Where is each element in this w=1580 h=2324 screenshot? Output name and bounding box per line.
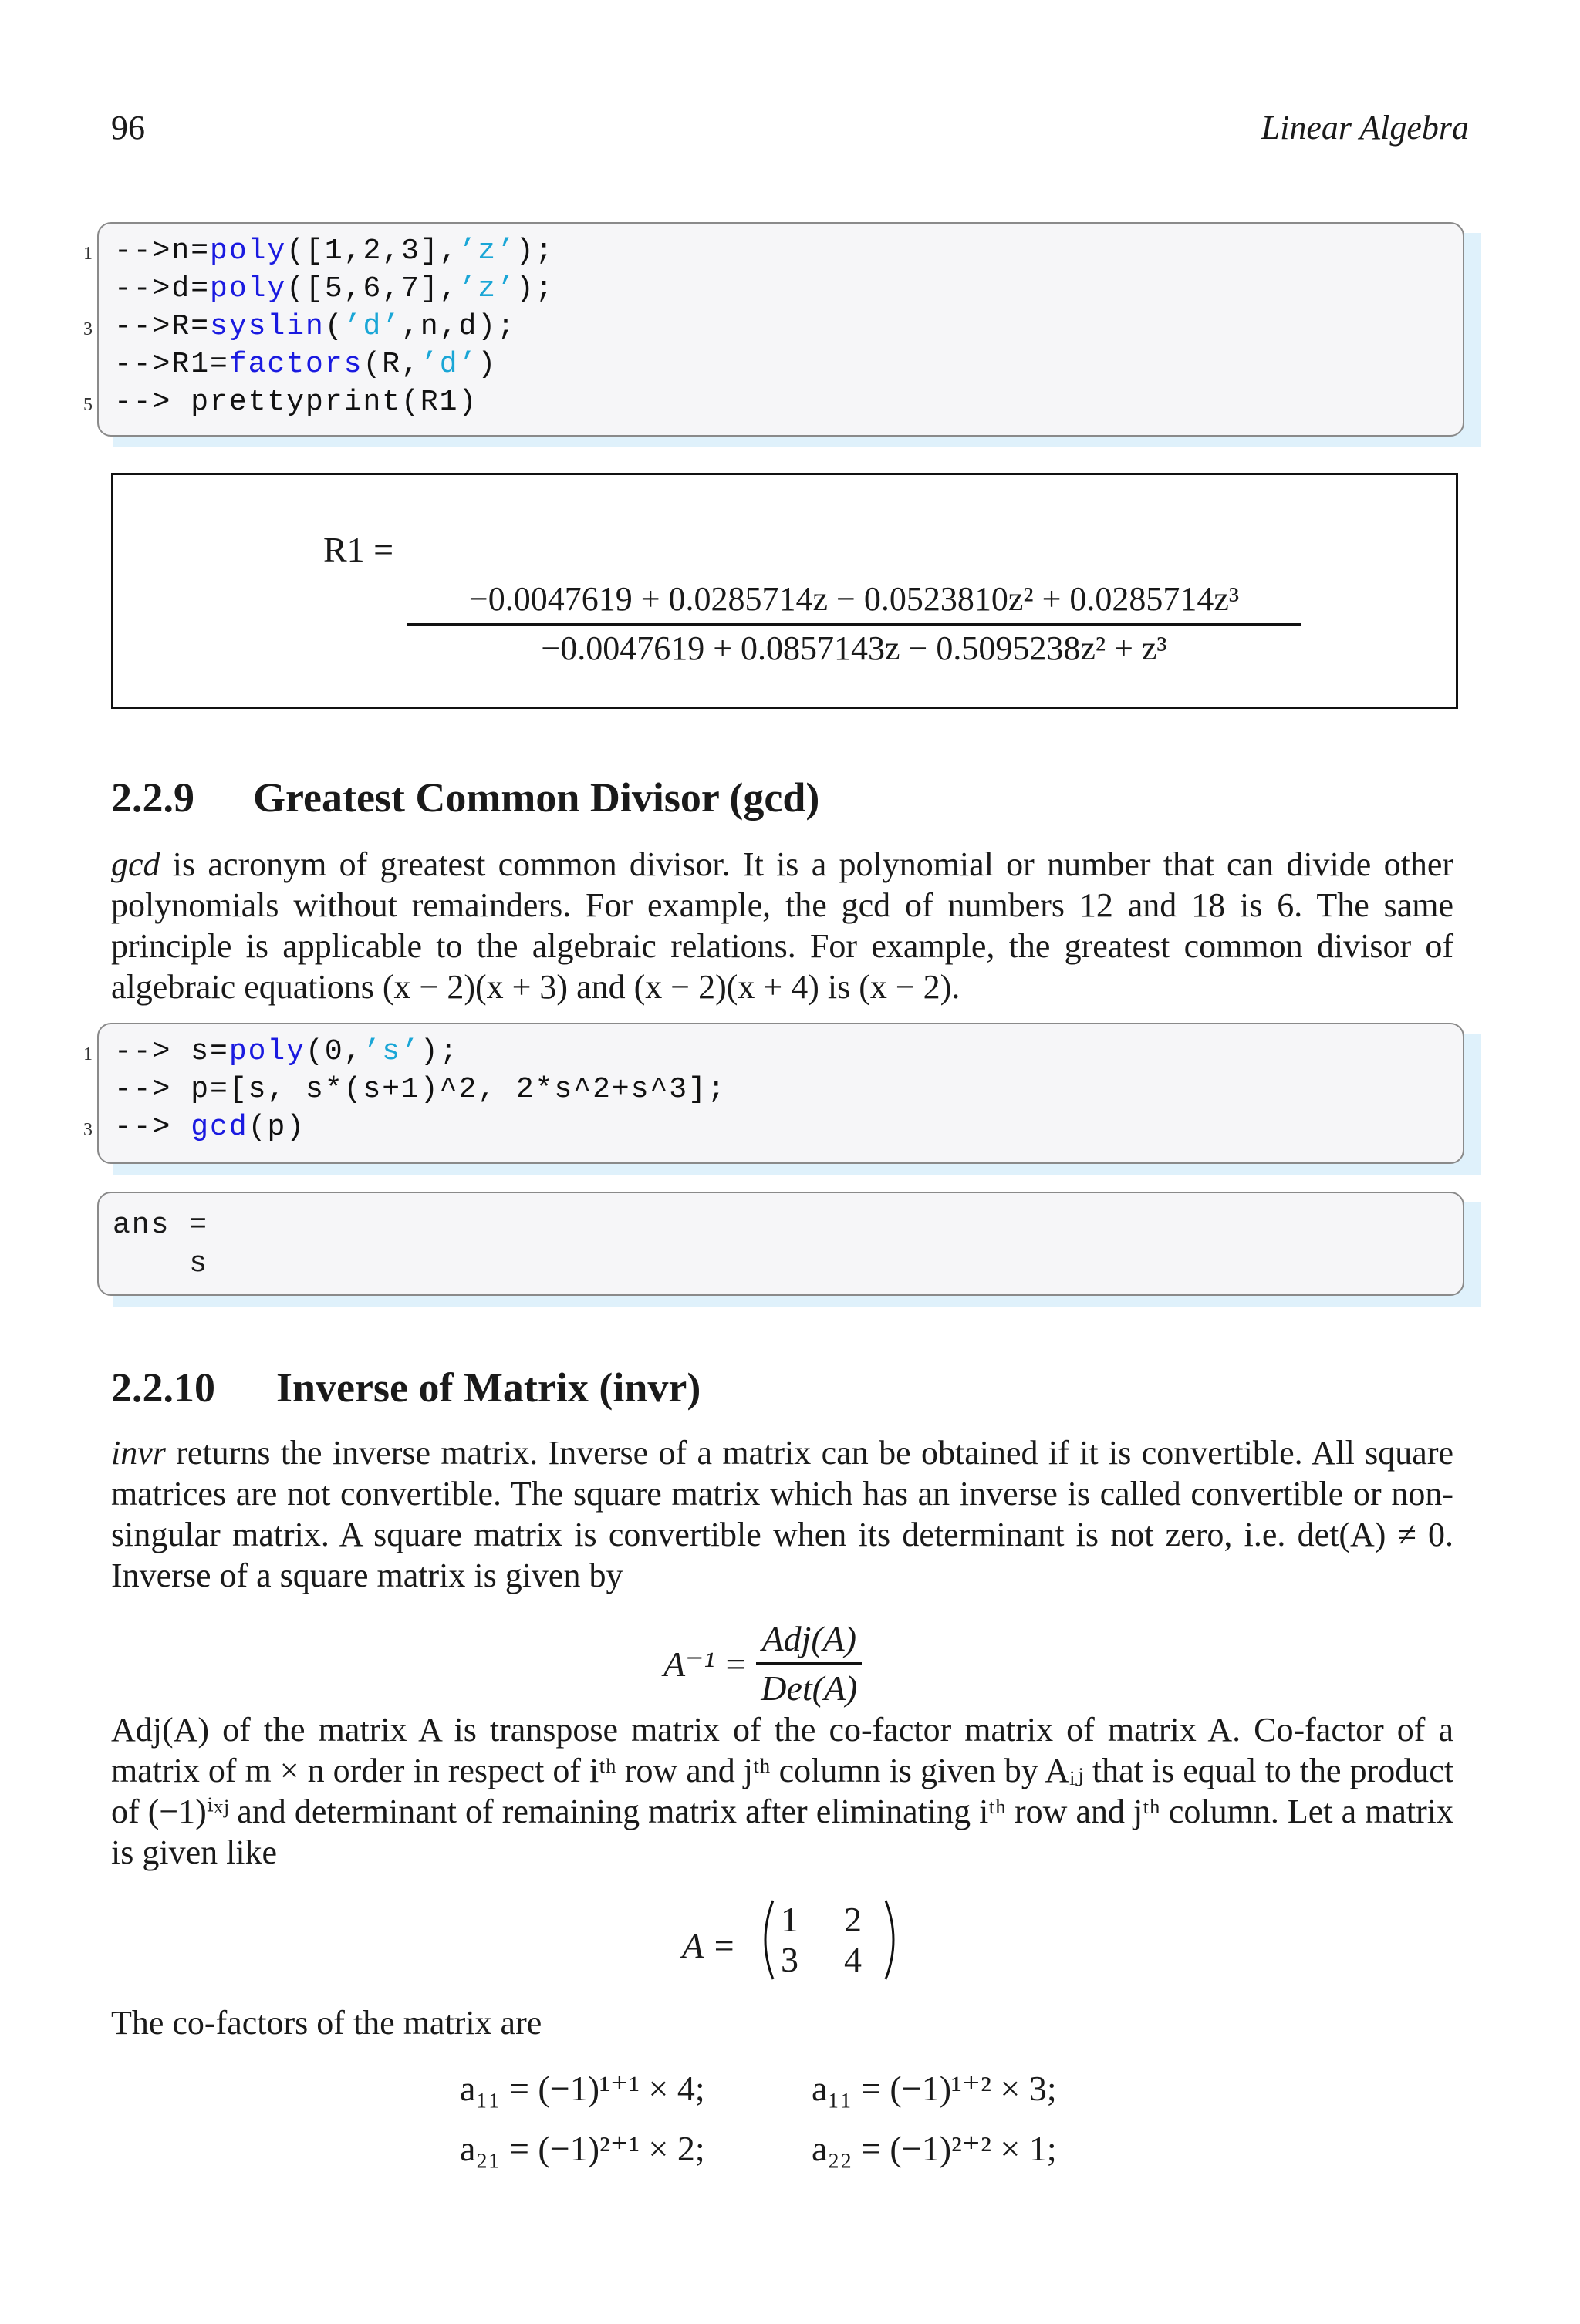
code-token: ) xyxy=(478,348,498,381)
code-token: -->R= xyxy=(114,310,211,343)
code-line xyxy=(97,272,1464,310)
invr-paragraph xyxy=(111,1432,1453,1596)
matrix-parentheses xyxy=(756,1897,903,1982)
code-token: ([1,2,3], xyxy=(286,234,459,268)
cofactor-1-1: a₁₁ = (−1)¹⁺¹ × 4; xyxy=(460,2069,705,2108)
matrix-cell-2-2: 4 xyxy=(844,1940,862,1979)
matrix-cell-1-1: 1 xyxy=(781,1900,798,1939)
code-string: ’d’ xyxy=(343,310,402,343)
equation-numerator: Adj(A) xyxy=(761,1619,857,1658)
code-token: ); xyxy=(515,272,555,305)
code-token: --> prettyprint(R1) xyxy=(114,386,478,419)
code-line xyxy=(83,1035,1464,1073)
code-listing-factors xyxy=(83,222,1464,437)
code-token: (R, xyxy=(363,348,420,381)
code-keyword: poly xyxy=(228,1035,306,1068)
code-line xyxy=(83,310,1464,348)
code-line xyxy=(83,1111,1464,1149)
code-token: -->n= xyxy=(114,234,211,268)
r1-label: R1 = xyxy=(323,530,394,569)
code-line xyxy=(83,234,1464,272)
section-heading-gcd xyxy=(111,774,819,821)
code-token: -->R1= xyxy=(114,348,229,381)
code-token: ,n,d); xyxy=(401,310,516,343)
code-keyword: poly xyxy=(210,272,287,305)
code-text xyxy=(114,1073,727,1106)
section-heading-invr xyxy=(111,1364,701,1412)
ans-line-2: s xyxy=(113,1247,209,1280)
r1-numerator: −0.0047619 + 0.0285714z − 0.0523810z² + 0.0285714z³ xyxy=(468,580,1240,618)
running-title: Linear Algebra xyxy=(1261,109,1469,147)
code-keyword: syslin xyxy=(210,310,325,343)
cofactor-1-2: a₁₁ = (−1)¹⁺² × 3; xyxy=(812,2069,1057,2108)
equation-denominator: Det(A) xyxy=(756,1662,862,1708)
code-token: --> s= xyxy=(114,1035,229,1068)
code-lines xyxy=(83,234,1464,423)
adjoint-paragraph: Adj(A) of the matrix A is transpose matrix of the co-factor matrix of matrix A. Co-factor of a matrix of m × n order in respect of iᵗʰ row and jᵗʰ column is given by Aᵢⱼ that is equal to the product of (−1)ⁱˣʲ and determinant of remaining matrix after eliminating iᵗʰ row and jᵗʰ column. Let a matrix is given like xyxy=(111,1711,1453,1871)
code-lines xyxy=(83,1035,1464,1149)
code-listing-gcd xyxy=(83,1023,1464,1164)
matrix-cell-2-1: 3 xyxy=(781,1940,798,1979)
code-string: ’z’ xyxy=(458,272,516,305)
line-number: 3 xyxy=(83,319,93,339)
code-text xyxy=(114,1111,306,1144)
section-title: Greatest Common Divisor (gcd) xyxy=(253,774,820,821)
invr-term: invr xyxy=(111,1434,166,1472)
cofactor-2-2: a₂₂ = (−1)²⁺² × 1; xyxy=(812,2129,1057,2168)
pretty-print-output xyxy=(111,473,1458,709)
line-number: 1 xyxy=(83,1044,93,1064)
code-token: ([5,6,7], xyxy=(286,272,459,305)
line-number: 3 xyxy=(83,1120,93,1140)
cofactor-2-1: a₂₁ = (−1)²⁺¹ × 2; xyxy=(460,2129,705,2168)
inverse-equation xyxy=(663,1618,862,1708)
gcd-term: gcd xyxy=(111,845,160,883)
code-text xyxy=(114,234,555,268)
matrix-lhs: A = xyxy=(682,1926,736,1965)
code-token: ( xyxy=(324,310,344,343)
gcd-paragraph xyxy=(111,844,1453,1007)
r1-fraction xyxy=(407,579,1301,668)
page-number: 96 xyxy=(111,109,145,147)
code-line xyxy=(97,1073,1464,1111)
section-number: 2.2.10 xyxy=(111,1364,215,1411)
code-token: -->d= xyxy=(114,272,211,305)
code-string: ’d’ xyxy=(420,348,478,381)
code-keyword: factors xyxy=(228,348,363,381)
code-token: --> xyxy=(114,1111,191,1144)
code-keyword: gcd xyxy=(191,1111,248,1144)
code-string: ’s’ xyxy=(363,1035,420,1068)
equation-lhs: A⁻¹ = xyxy=(663,1644,748,1684)
r1-denominator: −0.0047619 + 0.0857143z − 0.5095238z² + z³ xyxy=(541,629,1167,667)
code-token: ); xyxy=(515,234,555,268)
ans-line-1: ans = xyxy=(113,1209,209,1242)
code-token: --> p=[s, s*(s+1)^2, 2*s^2+s^3]; xyxy=(114,1073,727,1106)
code-token: ); xyxy=(420,1035,459,1068)
cofactor-intro: The co-factors of the matrix are xyxy=(111,2004,542,2042)
code-text xyxy=(114,1035,459,1068)
section-title: Inverse of Matrix (invr) xyxy=(276,1364,701,1411)
line-number: 5 xyxy=(83,395,93,415)
code-line xyxy=(97,348,1464,386)
matrix-cell-1-2: 2 xyxy=(844,1900,862,1939)
ans-output-box xyxy=(97,1192,1464,1296)
listing-frame xyxy=(97,1192,1464,1296)
code-text xyxy=(114,310,516,343)
code-text xyxy=(114,386,478,419)
section-number: 2.2.9 xyxy=(111,774,194,821)
code-text xyxy=(114,348,497,381)
code-text xyxy=(114,272,555,305)
gcd-paragraph-text: is acronym of greatest common divisor. It is a polynomial or number that can divide other polynomials without remainders. For example, the gcd of numbers 12 and 18 is 6. The same principle is applicable to the algebraic relations. For example, the greatest common divisor of algebraic equations (x − 2)(x + 3) and (x − 2)(x + 4) is (x − 2). xyxy=(111,845,1453,1006)
code-token: (p) xyxy=(248,1111,306,1144)
code-string: ’z’ xyxy=(458,234,516,268)
code-line xyxy=(83,386,1464,423)
line-number: 1 xyxy=(83,244,93,264)
equation-fraction xyxy=(756,1618,862,1708)
invr-paragraph-text: returns the inverse matrix. Inverse of a matrix can be obtained if it is convertible. All square matrices are not convertible. The square matrix which has an inverse is called convertible or non-singular matrix. A square matrix is convertible when its determinant is not zero, i.e. det(A) ≠ 0. Inverse of a square matrix is given by xyxy=(111,1434,1453,1594)
code-token: (0, xyxy=(306,1035,363,1068)
code-keyword: poly xyxy=(210,234,287,268)
